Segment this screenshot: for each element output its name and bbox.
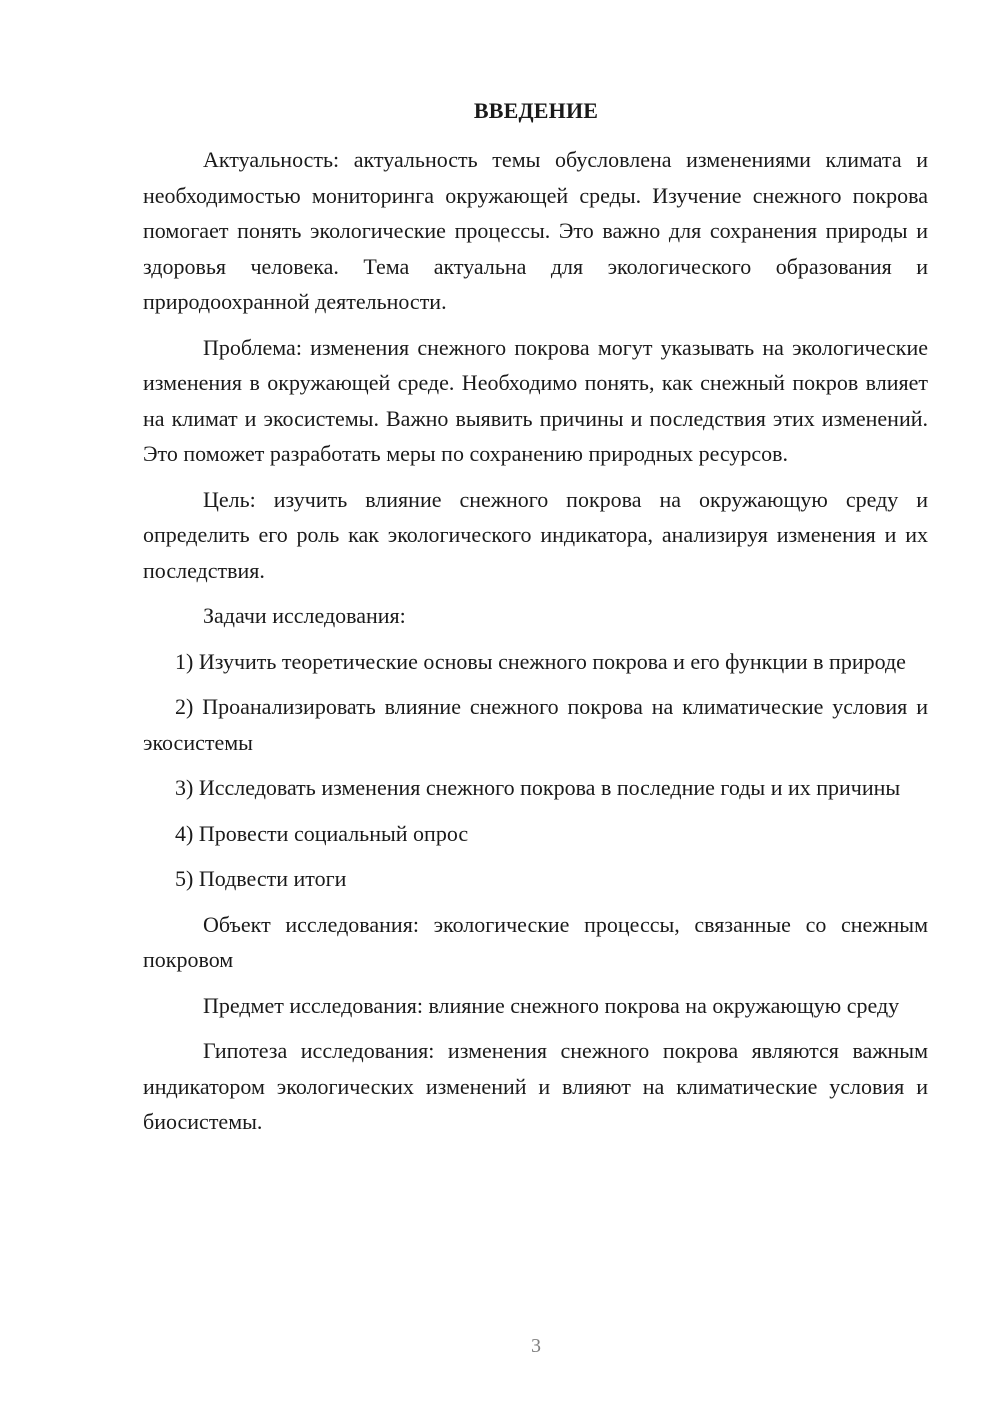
section-title: ВВЕДЕНИЕ bbox=[473, 98, 599, 123]
goal-paragraph: Цель: изучить влияние снежного покрова на окружающую среду и определить его роль как экологического индикатора, анализируя изменения и их последствия. bbox=[143, 486, 928, 583]
problem-paragraph: Проблема: изменения снежного покрова могут указывать на экологические изменения в окружающей среде. Необходимо понять, как снежный покров влияет на климат и экосистемы. Важно выявить причины и последствия этих изменений. Это поможет разработать меры по сохранению природных ресурсов. bbox=[143, 334, 928, 466]
task-item: 2) Проанализировать влияние снежного покрова на климатические условия и экосистемы bbox=[143, 694, 928, 755]
subject-paragraph: Предмет исследования: влияние снежного покрова на окружающую среду bbox=[203, 992, 900, 1018]
task-item: 3) Исследовать изменения снежного покрова в последние годы и их причины bbox=[175, 775, 901, 800]
tasks-heading: Задачи исследования: bbox=[203, 603, 406, 628]
task-item: 4) Провести социальный опрос bbox=[175, 820, 469, 846]
tasks-list bbox=[143, 644, 928, 897]
page-number: 3 bbox=[531, 1335, 541, 1357]
document-body bbox=[143, 142, 928, 1140]
relevance-paragraph: Актуальность: актуальность темы обусловлена изменениями климата и необходимостью мониторинга окружающей среды. Изучение снежного покрова помогает понять экологические процессы. Это важно для сохранения природы и здоровья человека. Тема актуальна для экологического образования и природоохранной деятельности. bbox=[143, 147, 928, 314]
task-item: 1) Изучить теоретические основы снежного покрова и его функции в природе bbox=[175, 648, 906, 674]
task-item: 5) Подвести итоги bbox=[175, 866, 347, 891]
hypothesis-paragraph: Гипотеза исследования: изменения снежного покрова являются важным индикатором экологических изменений и влияют на климатические условия и биосистемы. bbox=[143, 1038, 928, 1134]
object-paragraph: Объект исследования: экологические процессы, связанные со снежным покровом bbox=[143, 911, 928, 972]
